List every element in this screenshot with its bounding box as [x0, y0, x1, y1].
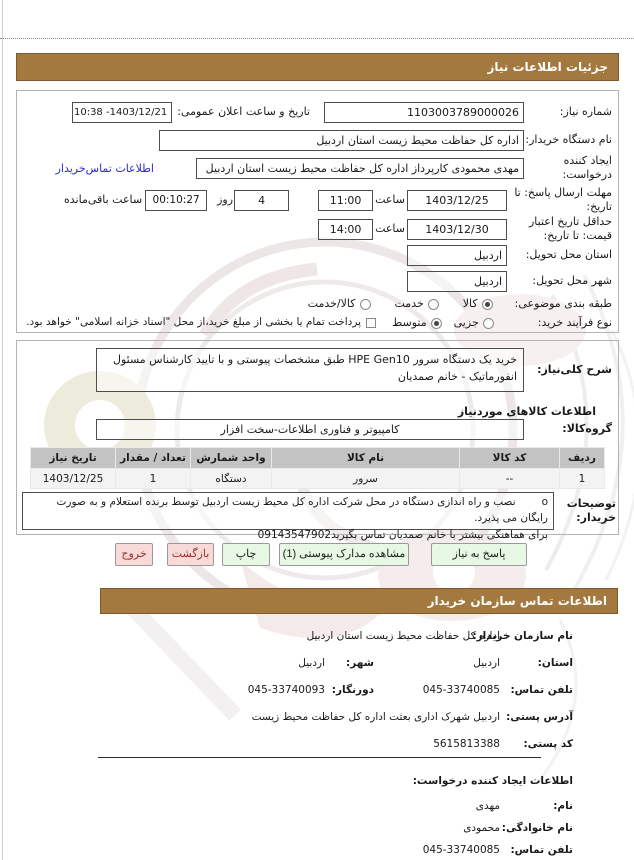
request-creator-field[interactable]: مهدی محمودی کارپرداز اداره کل حفاظت محیط زیست استان اردبیل	[196, 158, 524, 179]
remaining-time-field[interactable]: 00:10:27	[145, 190, 207, 211]
buyer-org-row	[17, 128, 618, 152]
deadline-hour-label: ساعت	[375, 193, 405, 207]
validity-hour-label: ساعت	[375, 222, 405, 236]
need-number-label: شماره نیاز:	[559, 105, 612, 119]
delivery-province-field[interactable]: اردبیل	[407, 245, 507, 266]
buyer-notes-line2: برای هماهنگی بیشتر با خانم صمدیان تماس بگیرید09143547902	[257, 528, 548, 541]
buyer-org-field[interactable]: اداره کل حفاظت محیط زیست استان اردبیل	[159, 130, 524, 151]
goods-table-header-row	[31, 448, 605, 469]
request-creator-row	[17, 154, 618, 182]
org-city-value: اردبیل	[298, 657, 325, 669]
goods-group-field[interactable]: کامپیوتر و فناوری اطلاعات-سخت افزار	[96, 419, 524, 440]
radio-process-minor-label: جزیی	[453, 316, 479, 330]
response-deadline-row	[17, 185, 618, 215]
response-deadline-label: مهلت ارسال پاسخ: تا تاریخ:	[514, 186, 612, 213]
radio-class-goods-label: کالا	[462, 297, 478, 311]
need-description-label: شرح کلی‌نیاز:	[537, 363, 612, 377]
request-creator-label: ایجاد کننده درخواست:	[562, 154, 612, 181]
announce-field[interactable]: 1403/12/21- 10:38	[72, 102, 172, 123]
col-unit: واحد شمارش	[191, 448, 272, 469]
validity-time-field[interactable]: 14:00	[318, 219, 373, 240]
creator-name-value: مهدی	[475, 800, 500, 812]
deadline-time-field[interactable]: 11:00	[318, 190, 373, 211]
exit-button[interactable]: خروج	[115, 543, 153, 566]
delivery-city-row	[17, 269, 618, 293]
col-need-date: تاریخ نیاز	[31, 448, 116, 469]
process-type-label: نوع فرآیند خرید:	[537, 316, 612, 330]
radio-class-service-icon[interactable]	[428, 299, 439, 310]
org-fax-label: دورنگار:	[331, 684, 374, 696]
section-header-org-contact	[100, 588, 618, 614]
buyer-notes-field[interactable]	[22, 492, 554, 541]
org-contact-title: اطلاعات تماس سازمان خریدار	[427, 594, 607, 608]
process-type-row	[17, 313, 618, 333]
org-name-value: اداره کل حفاظت محیط زیست استان اردبیل	[306, 630, 500, 642]
contact-divider-line	[98, 757, 541, 758]
org-postal-value: 5615813388	[433, 738, 500, 750]
org-address-label: آدرس پستی:	[506, 711, 573, 723]
org-province-label: استان:	[537, 657, 573, 669]
org-city-label: شهر:	[346, 657, 374, 669]
org-name-label: نام سازمان خریدار:	[472, 630, 573, 642]
subject-class-label: طبقه بندی موضوعی:	[514, 297, 612, 311]
cell-goods-name: سرور	[272, 469, 460, 489]
creator-family-value: محمودی	[463, 822, 500, 834]
cell-goods-code: --	[460, 469, 560, 489]
need-number-row	[17, 100, 618, 124]
goods-group-label: گروه‌کالا:	[562, 422, 612, 436]
day-label: روز	[217, 193, 234, 207]
delivery-province-label: استان محل تحویل:	[525, 248, 612, 262]
print-button[interactable]: چاپ	[222, 543, 270, 566]
respond-button[interactable]: پاسخ به نیاز	[431, 543, 527, 566]
radio-process-medium-icon[interactable]	[431, 318, 442, 329]
radio-class-goods-service-icon[interactable]	[360, 299, 371, 310]
goods-table-row	[31, 469, 605, 489]
col-goods-name: نام کالا	[272, 448, 460, 469]
creator-name-label: نام:	[553, 800, 573, 812]
details-title: جزئیات اطلاعات نیاز	[487, 60, 608, 74]
days-field[interactable]: 4	[234, 190, 289, 211]
org-phone-label: تلفن تماس:	[510, 684, 573, 696]
need-description-row	[17, 347, 618, 393]
price-validity-label: حداقل تاریخ اعتبار قیمت: تا تاریخ:	[528, 215, 612, 242]
delivery-province-row	[17, 243, 618, 267]
goods-table	[30, 447, 605, 489]
creator-phone-label: تلفن تماس:	[510, 844, 573, 856]
cell-quantity: 1	[116, 469, 191, 489]
validity-date-field[interactable]: 1403/12/30	[407, 219, 507, 240]
org-province-value: اردبیل	[473, 657, 500, 669]
delivery-city-label: شهر محل تحویل:	[532, 274, 612, 288]
need-info-panel	[16, 90, 619, 333]
buyer-notes-row	[17, 490, 618, 541]
back-button[interactable]: بازگشت	[167, 543, 214, 566]
buyer-notes-label: توضیحات خریدار:	[566, 496, 616, 524]
org-address-value: اردبیل شهرک اداری بعثت اداره کل حفاظت محیط زیست	[251, 711, 500, 723]
cell-row-number: 1	[560, 469, 605, 489]
col-row-number: ردیف	[560, 448, 605, 469]
org-phone-value: 045-33740085	[422, 684, 500, 696]
remaining-label: ساعت باقی‌مانده	[64, 193, 143, 207]
need-description-field[interactable]: خرید یک دستگاه سرور HPE Gen10 طبق مشخصات پیوستی و با تایید کارشناس مسئول انفورماتیک - خانم صمدیان	[96, 348, 524, 392]
radio-process-medium-label: متوسط	[392, 316, 427, 330]
creator-section-title: اطلاعات ایجاد کننده درخواست:	[412, 775, 573, 787]
radio-class-goods-icon[interactable]	[482, 299, 493, 310]
radio-process-minor-icon[interactable]	[483, 318, 494, 329]
goods-group-row	[17, 417, 618, 441]
goods-section-title: اطلاعات کالاهای موردنیاز	[457, 404, 596, 418]
cell-unit: دستگاه	[191, 469, 272, 489]
section-header-details	[16, 53, 619, 81]
radio-class-goods-service-label: کالا/خدمت	[307, 297, 356, 311]
cell-need-date: 1403/12/25	[31, 469, 116, 489]
creator-family-label: نام خانوادگی:	[501, 822, 573, 834]
org-postal-label: کد پستی:	[523, 738, 573, 750]
price-validity-row	[17, 214, 618, 244]
need-number-field[interactable]: 1103003789000026	[324, 102, 524, 123]
deadline-date-field[interactable]: 1403/12/25	[407, 190, 507, 211]
note-bullet: o	[541, 496, 548, 508]
buyer-org-label: نام دستگاه خریدار:	[525, 133, 612, 147]
radio-class-service-label: خدمت	[394, 297, 424, 311]
treasury-note: پرداخت تمام یا بخشی از مبلغ خرید،از محل "اسناد خزانه اسلامی" خواهد بود.	[26, 316, 362, 329]
creator-phone-value: 045-33740085	[422, 844, 500, 856]
announce-label: تاریخ و ساعت اعلان عمومی:	[177, 105, 310, 119]
treasury-checkbox[interactable]	[366, 318, 376, 328]
delivery-city-field[interactable]: اردبیل	[407, 271, 507, 292]
subject-class-row	[17, 294, 618, 314]
goods-panel	[16, 340, 619, 541]
action-button-row	[0, 543, 634, 566]
view-attachments-button[interactable]: مشاهده مدارک پیوستی (1)	[279, 543, 409, 566]
buyer-contact-link[interactable]: اطلاعات تماس‌خریدار	[55, 161, 154, 175]
col-quantity: تعداد / مقدار	[116, 448, 191, 469]
col-goods-code: کد کالا	[460, 448, 560, 469]
org-fax-value: 045-33740093	[247, 684, 325, 696]
buyer-notes-line1: نصب و راه اندازی دستگاه در محل شرکت اداره کل محیط زیست اردبیل توسط برنده استعلام و به صورت رایگان می پذیرد.	[56, 496, 548, 525]
